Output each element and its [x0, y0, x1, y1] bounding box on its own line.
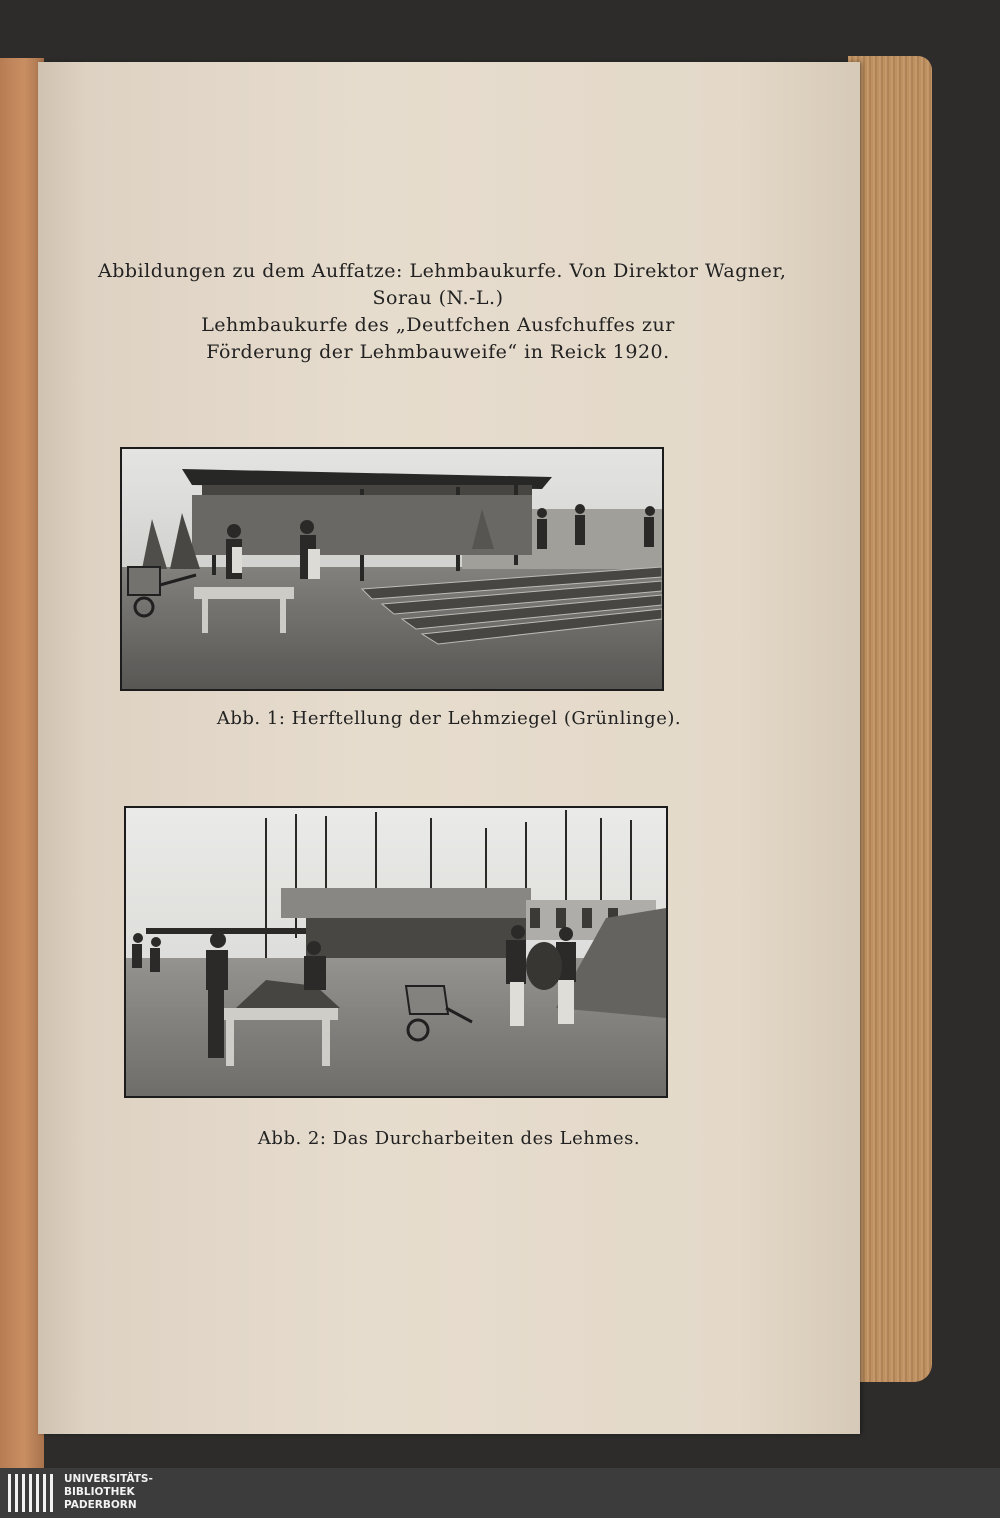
heading-line-1: Abbildungen zu dem Auffatze: Lehmbaukurfe. Von Direktor Wagner, — [98, 260, 787, 282]
figure-1-photo — [120, 447, 664, 691]
library-logo-icon — [6, 1472, 54, 1514]
figure-1-caption: Abb. 1: Herftellung der Lehmziegel (Grünlinge). — [216, 708, 682, 729]
figure-2-photo — [124, 806, 668, 1098]
library-name-line-2: BIBLIOTHEK — [64, 1486, 135, 1498]
book-page — [38, 62, 860, 1434]
library-footer — [0, 1468, 1000, 1518]
heading-line-4: Förderung der Lehmbauweife“ in Reick 1920. — [206, 341, 670, 363]
figure-2-caption: Abb. 2: Das Durcharbeiten des Lehmes. — [257, 1128, 641, 1149]
heading-line-2: Sorau (N.-L.) — [372, 287, 504, 309]
page-heading — [98, 258, 787, 366]
heading-line-3: Lehmbaukurfe des „Deutfchen Ausfchuffes zur — [201, 314, 675, 336]
library-name-line-3: PADERBORN — [64, 1499, 137, 1511]
library-name — [64, 1473, 153, 1512]
library-name-line-1: UNIVERSITÄTS- — [64, 1473, 153, 1485]
page-stack-edge — [848, 56, 932, 1382]
